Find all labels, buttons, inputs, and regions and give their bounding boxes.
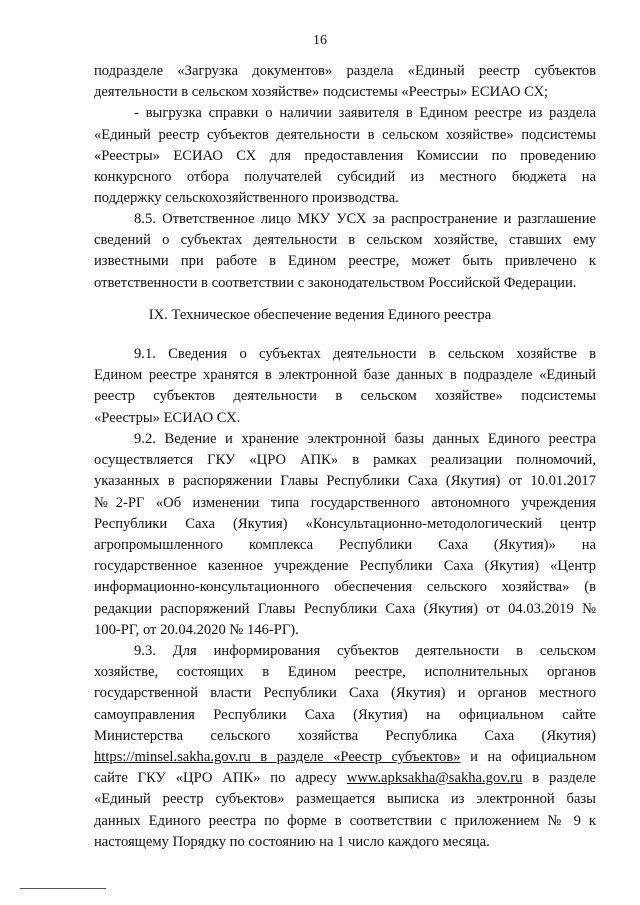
text-line: «Единый реестр субъектов деятельности в сельском хозяйстве» подсистемы bbox=[94, 126, 596, 143]
text-span: и на официальном bbox=[460, 748, 596, 765]
text-line: №2-РГ «Об изменении типа государственного автономного учреждения bbox=[94, 494, 596, 511]
text-line: редакции распоряжений Главы Республики Саха (Якутия) от 04.03.2019 № bbox=[94, 600, 596, 617]
text-line: Республики Саха (Якутия) «Консультационно-методологический центр bbox=[94, 515, 596, 532]
apksakha-link[interactable]: www.apksakha@sakha.gov.ru bbox=[346, 770, 523, 787]
text-line: подразделе «Загрузка документов» раздела «Единый реестр субъектов bbox=[94, 63, 596, 79]
text-line: 9.3. Для информирования субъектов деятельности в сельском bbox=[134, 643, 596, 659]
paragraph-continuation bbox=[94, 61, 596, 209]
text-span: сайте ГКУ «ЦРО АПК» по адресу bbox=[94, 770, 347, 787]
text-line: агропромышленного комплекса Республики Саха (Якутия)» на bbox=[94, 536, 596, 553]
text-line: ответственности в соответствии с законодательством Российской Федерации. bbox=[94, 274, 577, 291]
text-line: «Единый реестр субъектов» размещается выписка из электронной базы bbox=[94, 791, 596, 808]
paragraph-9-2 bbox=[94, 429, 596, 641]
text-line: указанных в распоряжении Главы Республики Саха (Якутия) от 10.01.2017 bbox=[94, 473, 596, 490]
page-number: 16 bbox=[313, 33, 327, 48]
text-line: «Реестры» ЕСИАО СХ для предоставления Комиссии по проведению bbox=[94, 147, 596, 164]
text-line: Министерства сельского хозяйства Республика Саха (Якутия) bbox=[94, 727, 596, 744]
text-line: деятельности в сельском хозяйстве» подсистемы «Реестры» ЕСИАО СХ; bbox=[94, 84, 549, 101]
text-line: данных Единого реестра по форме в соответствии с приложением № 9 к bbox=[94, 812, 596, 829]
text-line: сведений о субъектах деятельности в сельском хозяйстве, ставших ему bbox=[94, 232, 596, 249]
text-line: государственное казенное учреждение Республики Саха (Якутия) «Центр bbox=[94, 558, 596, 575]
text-line: настоящему Порядку по состоянию на 1 число каждого месяца. bbox=[94, 833, 490, 850]
text-line bbox=[94, 747, 596, 768]
text-line: реестр субъектов деятельности в сельском хозяйстве» подсистемы bbox=[94, 388, 596, 405]
paragraph-9-1 bbox=[94, 344, 596, 429]
text-line: конкурсного отбора получателей субсидий из местного бюджета на bbox=[94, 168, 596, 185]
text-line: 9.2. Ведение и хранение электронной базы данных Единого реестра bbox=[134, 431, 596, 447]
text-line: государственной власти Республики Саха (Якутия) и органов местного bbox=[94, 685, 596, 702]
text-line: хозяйстве, состоящих в Едином реестре, исполнительных органов bbox=[94, 664, 596, 681]
footer-rule bbox=[20, 888, 106, 889]
text-line: 8.5. Ответственное лицо МКУ УСХ за распространение и разглашение bbox=[134, 211, 596, 227]
text-line: информационно-консультационного обеспечения сельского хозяйства» (в bbox=[94, 579, 596, 596]
text-line: поддержку сельскохозяйственного производства. bbox=[94, 190, 399, 207]
text-line: осуществляется ГКУ «ЦРО АПК» в рамках реализации полномочий, bbox=[94, 452, 596, 469]
minsel-link[interactable]: https://minsel.sakha.gov.ru в разделе «Реестр субъектов» bbox=[94, 748, 461, 765]
text-line: 9.1. Сведения о субъектах деятельности в сельском хозяйстве в bbox=[134, 346, 596, 362]
text-line: известными при работе в Едином реестре, может быть привлечено к bbox=[94, 253, 596, 270]
text-line: «Реестры» ЕСИАО СХ. bbox=[94, 409, 241, 426]
text-line: Едином реестре хранятся в электронной базе данных в подразделе «Единый bbox=[94, 367, 596, 384]
text-line bbox=[94, 768, 596, 789]
paragraph-8-5 bbox=[94, 209, 596, 294]
text-line: 100-РГ, от 20.04.2020 № 146-РГ). bbox=[94, 621, 299, 638]
section-heading: IX. Техническое обеспечение ведения Единого реестра bbox=[148, 307, 492, 323]
text-line: самоуправления Республики Саха (Якутия) на официальном сайте bbox=[94, 706, 596, 723]
paragraph-9-3 bbox=[94, 641, 596, 853]
text-line: - выгрузка справки о наличии заявителя в Едином реестре из раздела bbox=[134, 105, 596, 122]
text-span: в разделе bbox=[522, 770, 596, 787]
